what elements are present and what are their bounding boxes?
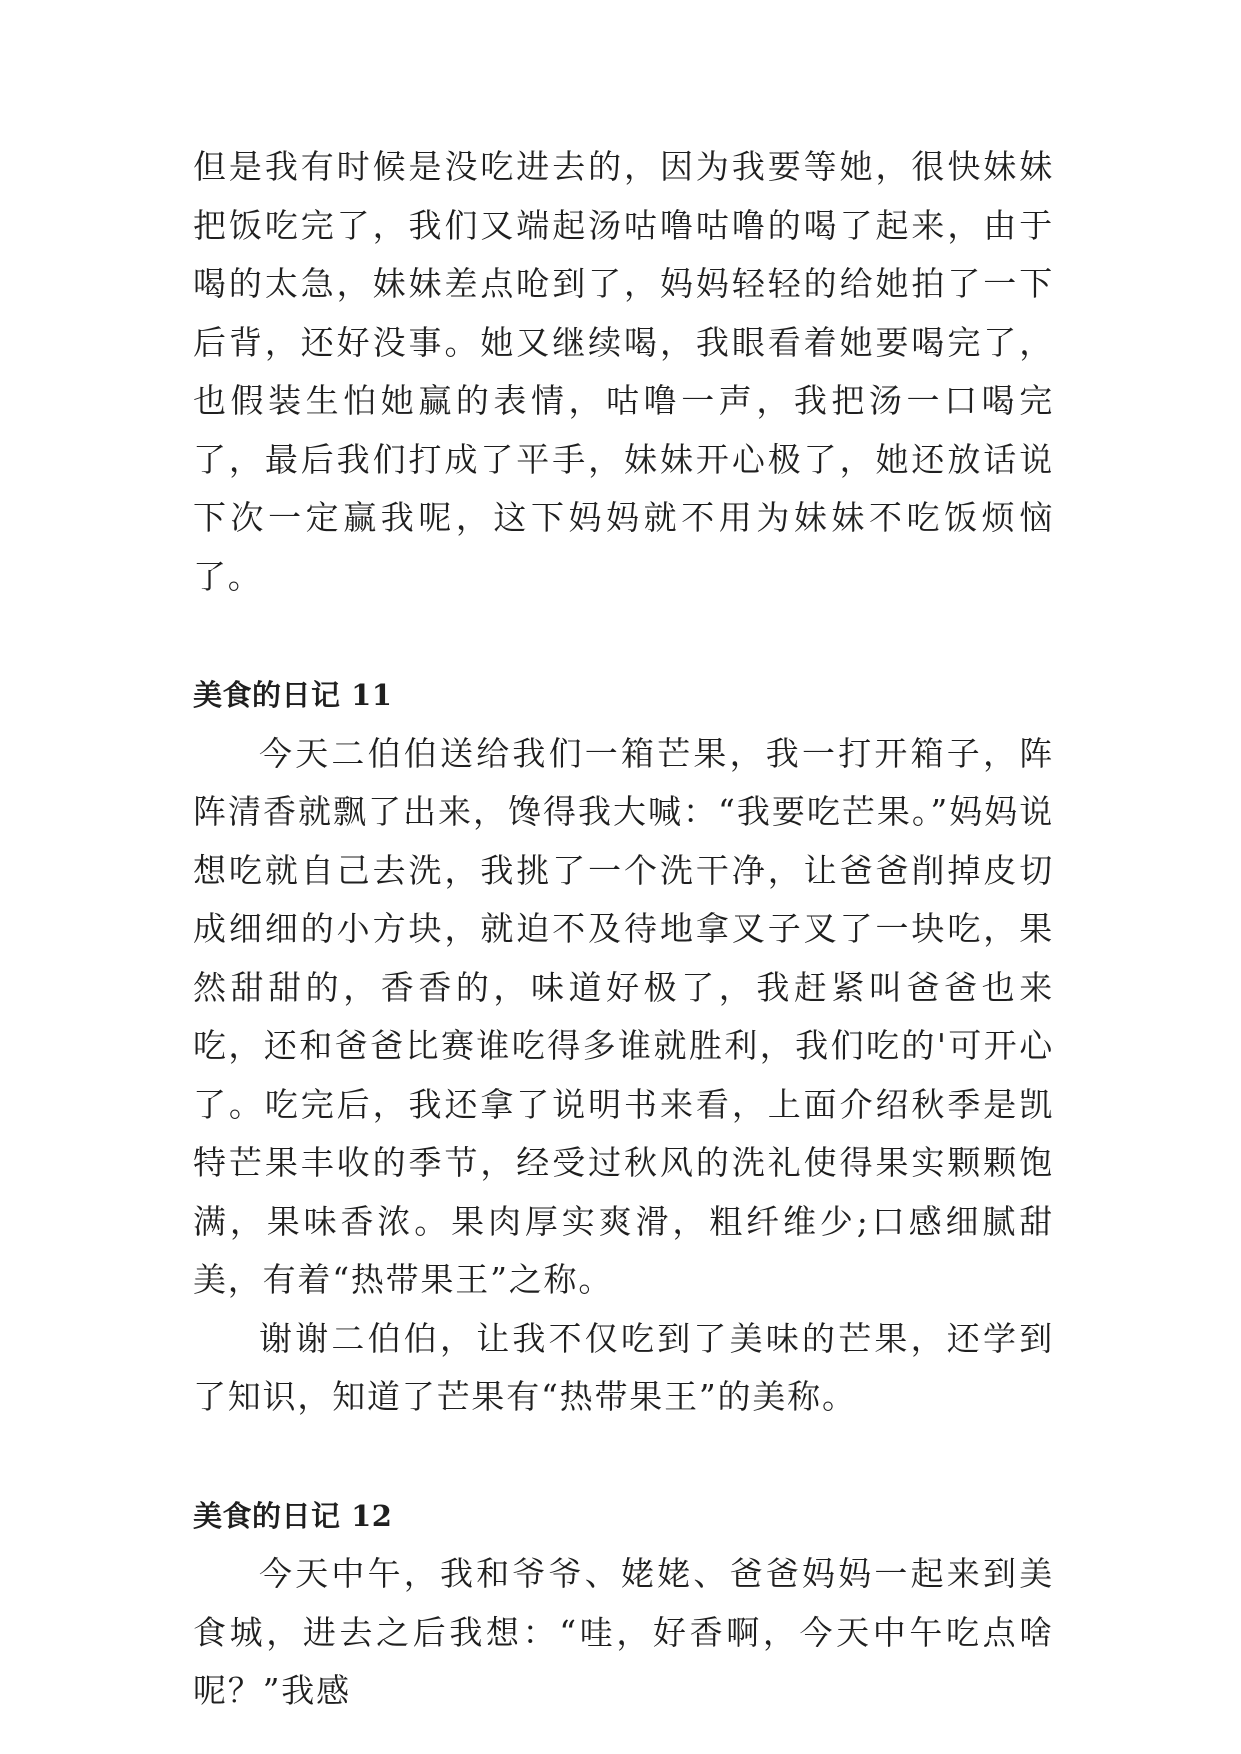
diary-12-section xyxy=(193,1487,1054,1721)
intro-section xyxy=(193,138,1054,606)
section-gap xyxy=(193,1427,1054,1487)
diary-11-title: 美食的日记 11 xyxy=(193,678,393,712)
intro-paragraph: 但是我有时候是没吃进去的，因为我要等她，很快妹妹把饭吃完了，我们又端起汤咕噜咕噜的喝了起来，由于喝的太急，妹妹差点呛到了，妈妈轻轻的给她拍了一下后背，还好没事。她又继续喝，我眼看着她要喝完了，也假装生怕她赢的表情，咕噜一声，我把汤一口喝完了，最后我们打成了平手，妹妹开心极了，她还放话说下次一定赢我呢，这下妈妈就不用为妹妹不吃饭烦恼了。 xyxy=(193,147,1054,596)
diary-12-title: 美食的日记 12 xyxy=(193,1498,393,1533)
diary-11-section xyxy=(193,666,1054,1427)
diary-11-paragraph-2: 谢谢二伯伯，让我不仅吃到了美味的芒果，还学到了知识，知道了芒果有“热带果王”的美称。 xyxy=(193,1318,1054,1416)
section-gap xyxy=(193,606,1054,666)
diary-11-paragraph-1: 今天二伯伯送给我们一箱芒果，我一打开箱子，阵阵清香就飘了出来，馋得我大喊：“我要吃芒果。”妈妈说想吃就自己去洗，我挑了一个洗干净，让爸爸削掉皮切成细细的小方块，就迫不及待地拿叉子叉了一块吃，果然甜甜的，香香的，味道好极了，我赶紧叫爸爸也来吃，还和爸爸比赛谁吃得多谁就胜利，我们吃的'可开心了。吃完后，我还拿了说明书来看，上面介绍秋季是凯特芒果丰收的季节，经受过秋风的洗礼使得果实颗颗饱满，果味香浓。果肉厚实爽滑，粗纤维少;口感细腻甜美，有着“热带果王”之称。 xyxy=(193,733,1054,1299)
diary-12-paragraph-1: 今天中午，我和爷爷、姥姥、爸爸妈妈一起来到美食城，进去之后我想：“哇，好香啊，今天中午吃点啥呢？”我感 xyxy=(193,1554,1054,1710)
